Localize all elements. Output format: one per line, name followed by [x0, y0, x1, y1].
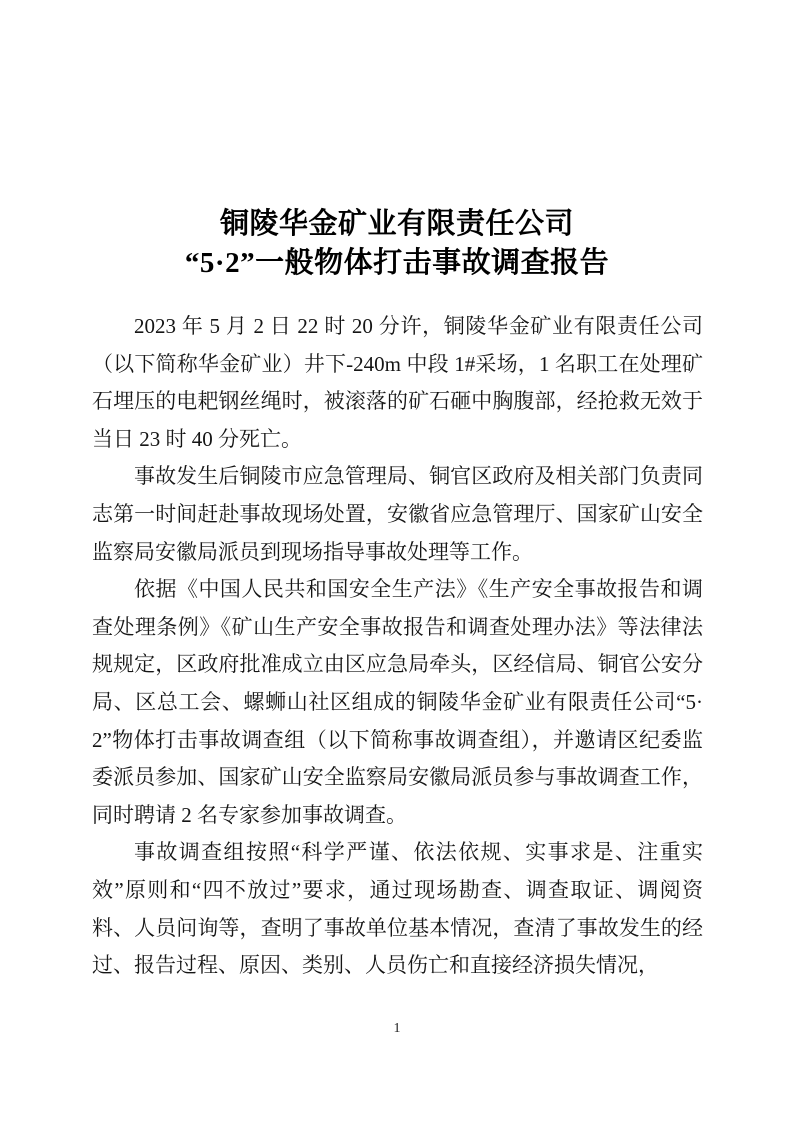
paragraph-investigation-principles: 事故调查组按照“科学严谨、依法依规、实事求是、注重实效”原则和“四不放过”要求，通过现场勘查、调查取证、调阅资料、人员问询等，查明了事故单位基本情况，查清了事故发生的经过、报告过程、原因、类别、人员伤亡和直接经济损失情况，	[92, 840, 703, 978]
page-number: 1	[393, 1021, 401, 1036]
document-title-line1: 铜陵华金矿业有限责任公司	[219, 208, 574, 241]
page-footer	[0, 1019, 794, 1037]
document-title-line2: “5·2”一般物体打击事故调查报告	[184, 247, 610, 280]
document-title	[0, 205, 794, 283]
paragraph-response-actions: 事故发生后铜陵市应急管理局、铜官区政府及相关部门负责同志第一时间赶赴事故现场处置，安徽省应急管理厅、国家矿山安全监察局安徽局派员到现场指导事故处理等工作。	[92, 464, 703, 564]
paragraph-investigation-team: 依据《中国人民共和国安全生产法》《生产安全事故报告和调查处理条例》《矿山生产安全事故报告和调查处理办法》等法律法规规定，区政府批准成立由区应急局牵头，区经信局、铜官公安分局、区总工会、螺蛳山社区组成的铜陵华金矿业有限责任公司“5·2”物体打击事故调查组（以下简称事故调查组），并邀请区纪委监委派员参加、国家矿山安全监察局安徽局派员参与事故调查工作，同时聘请 2 名专家参加事故调查。	[92, 577, 703, 827]
paragraph-incident-summary: 2023 年 5 月 2 日 22 时 20 分许，铜陵华金矿业有限责任公司（以下简称华金矿业）井下-240m 中段 1#采场，1 名职工在处理矿石埋压的电耙钢丝绳时，被滚落的矿石砸中胸腹部，经抢救无效于当日 23 时 40 分死亡。	[92, 314, 703, 451]
document-body	[92, 308, 703, 985]
